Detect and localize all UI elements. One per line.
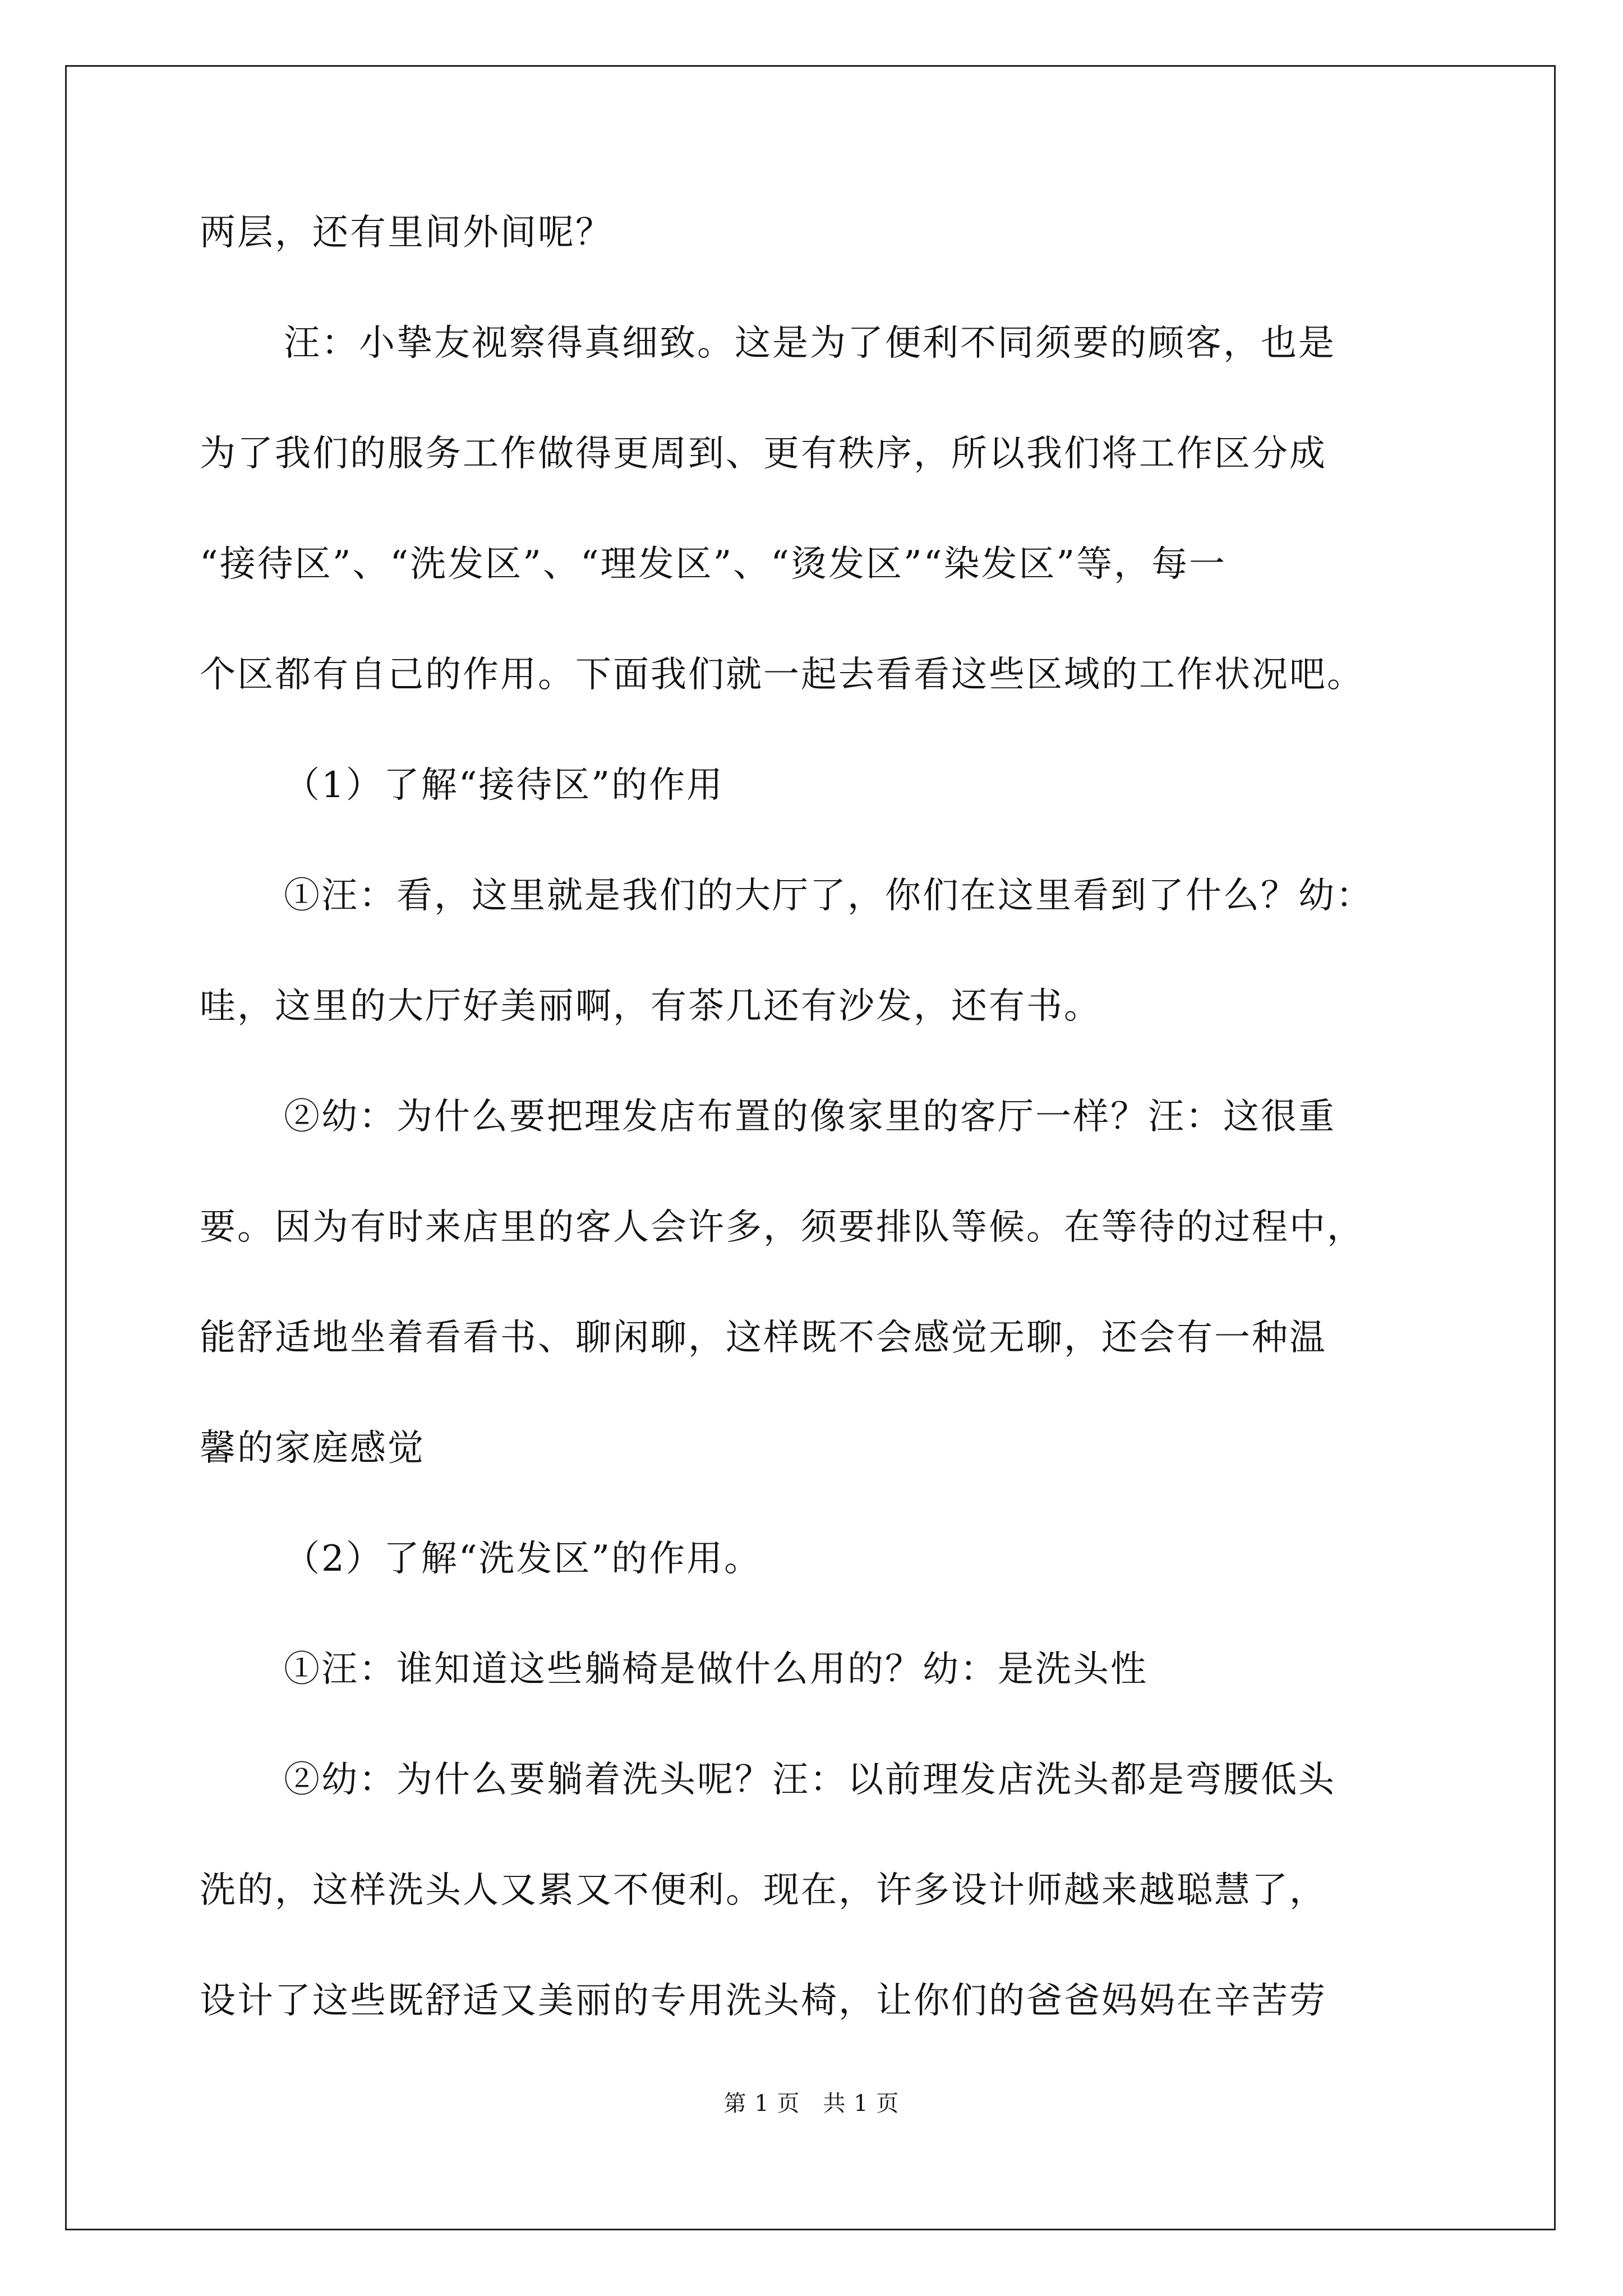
text-line: 哇，这里的大厅好美丽啊，有茶几还有沙发，还有书。 xyxy=(200,986,1101,1027)
text-line: 馨的家庭感觉 xyxy=(200,1428,425,1469)
page-number-footer: 第 1 页 共 1 页 xyxy=(723,2091,900,2116)
section-heading: （1）了解“接待区”的作用 xyxy=(284,765,725,806)
text-line: 个区都有自己的作用。下面我们就一起去看看这些区域的工作状况吧。 xyxy=(200,654,1364,696)
text-line: ②幼：为什么要躺着洗头呢？汪：以前理发店洗头都是弯腰低头 xyxy=(284,1759,1336,1801)
text-line: 洗的，这样洗头人又累又不便利。现在，许多设计师越来越聪慧了， xyxy=(200,1870,1327,1911)
section-heading: （2）了解“洗发区”的作用。 xyxy=(284,1538,762,1580)
text-line: 设计了这些既舒适又美丽的专用洗头椅，让你们的爸爸妈妈在辛苦劳 xyxy=(200,1980,1327,2022)
text-line: “接待区”、“洗发区”、“理发区”、“烫发区”“染发区”等，每一 xyxy=(200,544,1227,585)
text-line: ①汪：谁知道这些躺椅是做什么用的？幼：是洗头性 xyxy=(284,1649,1148,1690)
text-line: 为了我们的服务工作做得更周到、更有秩序，所以我们将工作区分成 xyxy=(200,433,1327,475)
text-line: ①汪：看，这里就是我们的大厅了，你们在这里看到了什么？幼： xyxy=(284,875,1373,917)
text-line: 要。因为有时来店里的客人会许多，须要排队等候。在等待的过程中， xyxy=(200,1207,1364,1248)
text-line: 两层，还有里间外间呢？ xyxy=(200,212,613,254)
text-line: ②幼：为什么要把理发店布置的像家里的客厅一样？汪：这很重 xyxy=(284,1096,1336,1138)
text-line: 汪：小挚友视察得真细致。这是为了便利不同须要的顾客，也是 xyxy=(284,323,1336,364)
text-line: 能舒适地坐着看看书、聊闲聊，这样既不会感觉无聊，还会有一种温 xyxy=(200,1317,1327,1359)
